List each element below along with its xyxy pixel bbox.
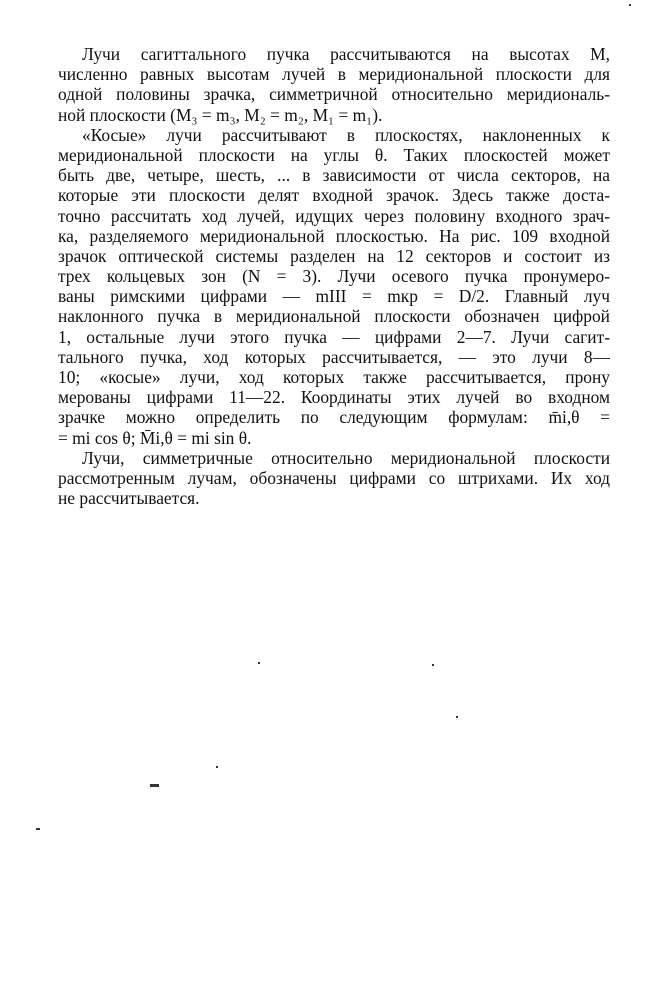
text-line: тального пучка, ход которых рассчитывается, — это лучи 8— [58, 346, 610, 367]
text-line: 1, остальные лучи этого пучка — цифрами 2—7. Лучи сагит- [58, 326, 610, 347]
scan-speck [36, 828, 40, 830]
text-line: которые эти плоскости делят входной зрачок. Здесь также доста- [58, 185, 610, 206]
text-line: одной половины зрачка, симметричной относительно меридиональ- [58, 84, 610, 105]
text-line: численно равных высотам лучей в меридиональной плоскости для [58, 64, 610, 85]
text-line: ваны римскими цифрами — mIII = mкр = D/2. Главный луч [58, 286, 610, 307]
text-line: зрачок оптической системы разделен на 12 секторов и состоит из [58, 245, 610, 266]
text-line: мерованы цифрами 11—22. Координаты этих лучей во входном [58, 387, 610, 408]
text-line: зрачке можно определить по следующим формулам: m̄i,θ = [58, 407, 610, 428]
scan-speck [432, 664, 434, 666]
scan-speck [456, 716, 458, 718]
text-line: трех кольцевых зон (N = 3). Лучи осевого пучка пронумеро- [58, 266, 610, 287]
text-line: Лучи сагиттального пучка рассчитываются на высотах M, [82, 44, 610, 64]
scan-speck [258, 662, 260, 664]
text-line: не рассчитывается. [58, 488, 200, 509]
paragraph-sagittal-rays [58, 44, 610, 125]
text-line: ной плоскости (M₃ = m₃, M₂ = m₂, M₁ = m₁). [58, 104, 383, 125]
scan-speck [150, 784, 159, 787]
document-page [58, 44, 610, 508]
text-line: ка, разделяемого меридиональной плоскостью. На рис. 109 входной [58, 225, 610, 246]
text-line: рассмотренным лучам, обозначены цифрами со штрихами. Их ход [58, 467, 610, 488]
text-line: точно рассчитать ход лучей, идущих через половину входного зрач- [58, 205, 610, 226]
scan-speck [216, 766, 218, 768]
text-line: «Косые» лучи рассчитывают в плоскостях, наклоненных к [82, 124, 610, 145]
text-line: 10; «косые» лучи, ход которых также рассчитывается, прону [58, 367, 610, 387]
text-line: = mi cos θ; M̄i,θ = mi sin θ. [58, 427, 252, 448]
text-line: наклонного пучка в меридиональной плоскости обозначен цифрой [58, 306, 610, 327]
scan-speck [629, 4, 631, 6]
text-line: быть две, четыре, шесть, ... в зависимости от числа секторов, на [58, 165, 610, 186]
text-line: меридиональной плоскости на углы θ. Таких плоскостей может [58, 144, 610, 165]
text-line: Лучи, симметричные относительно меридиональной плоскости [82, 447, 610, 468]
paragraph-symmetric-rays [58, 448, 610, 509]
paragraph-skew-rays [58, 125, 610, 448]
